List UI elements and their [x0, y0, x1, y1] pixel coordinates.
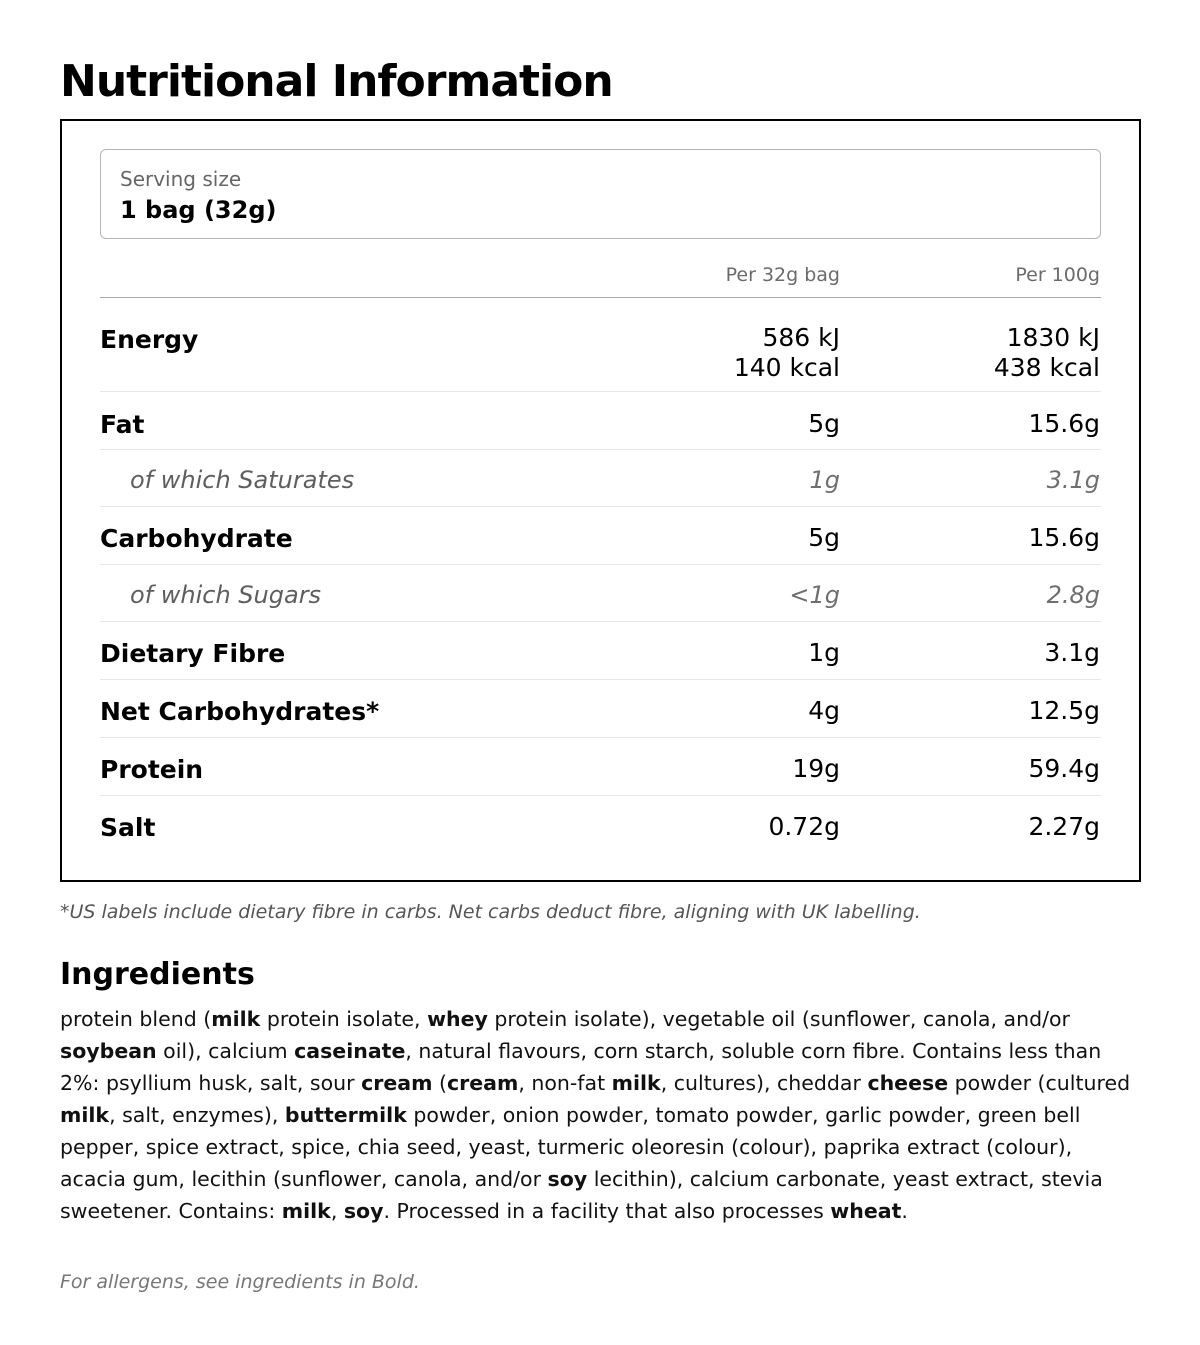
ingredient-text: , non-fat [518, 1071, 612, 1095]
nutrient-label: Protein [100, 755, 204, 784]
allergen-ingredient: soy [343, 1199, 384, 1223]
serving-size-label: Serving size [120, 167, 242, 191]
ingredient-text: powder, onion powder, tomato powder, garlic powder, green bell pepper, spice extract, spice, chia seed, yeast, turmeric oleoresin (colour), paprika extract (colour), acacia gum, lecithin (sunflower, canola, and/or [60, 1103, 1081, 1191]
nutrient-sublabel: of which Sugars [130, 581, 322, 609]
allergen-ingredient: soy [547, 1167, 588, 1191]
fat-per-bag: 5g [808, 409, 840, 438]
ingredient-text: oil), calcium [156, 1039, 295, 1063]
allergen-ingredient: milk [211, 1007, 261, 1031]
nutrient-row-carbohydrate [100, 507, 1101, 565]
ingredient-text: , natural flavours, corn starch, soluble corn fibre. Contains less than 2%: psyllium husk, salt, sour [60, 1039, 1102, 1095]
sugars-per-100g: 2.8g [1046, 581, 1100, 609]
nutrient-label: Energy [100, 325, 199, 354]
nutrient-row-dietary-fibre [100, 622, 1101, 680]
protein-per-bag: 19g [792, 754, 840, 783]
fibre-per-bag: 1g [808, 638, 840, 667]
nutrient-row-salt [100, 796, 1101, 854]
column-header-per-bag: Per 32g bag [725, 264, 840, 286]
energy-kj-per-bag: 586 kJ [762, 323, 840, 352]
fat-per-100g: 15.6g [1028, 409, 1100, 438]
nutrient-sublabel: of which Saturates [130, 466, 355, 494]
allergen-ingredient: caseinate [294, 1039, 406, 1063]
nutrient-label: Salt [100, 813, 156, 842]
protein-per-100g: 59.4g [1028, 754, 1100, 783]
nutrient-label: Fat [100, 410, 145, 439]
allergen-ingredient: buttermilk [284, 1103, 407, 1127]
saturates-per-bag: 1g [809, 466, 840, 494]
column-header-per-100g: Per 100g [1015, 264, 1100, 286]
ingredients-list [60, 1003, 1135, 1227]
nutrient-row-protein [100, 738, 1101, 796]
ingredient-text: protein isolate, [260, 1007, 428, 1031]
nutrient-label: Net Carbohydrates* [100, 697, 380, 726]
salt-per-100g: 2.27g [1028, 812, 1100, 841]
allergen-ingredient: milk [60, 1103, 110, 1127]
ingredients-heading: Ingredients [60, 957, 255, 992]
allergen-ingredient: cream [446, 1071, 519, 1095]
energy-kj-per-100g: 1830 kJ [1006, 323, 1100, 352]
ingredient-text: , cultures), cheddar [660, 1071, 868, 1095]
page-title: Nutritional Information [60, 56, 613, 107]
ingredient-text: . [901, 1199, 908, 1223]
ingredient-text: ( [432, 1071, 447, 1095]
energy-kcal-per-bag: 140 kcal [733, 353, 840, 382]
net-carbs-per-bag: 4g [808, 696, 840, 725]
salt-per-bag: 0.72g [768, 812, 840, 841]
nutrient-row-sugars [100, 565, 1101, 622]
allergen-ingredient: milk [281, 1199, 331, 1223]
energy-kcal-per-100g: 438 kcal [993, 353, 1100, 382]
serving-size-value: 1 bag (32g) [120, 196, 277, 224]
ingredient-text: lecithin), calcium carbonate, yeast extract, stevia sweetener. Contains: [60, 1167, 1103, 1223]
net-carbs-footnote: *US labels include dietary fibre in carbs. Net carbs deduct fibre, aligning with UK labelling. [60, 901, 921, 923]
allergen-ingredient: whey [427, 1007, 488, 1031]
ingredient-text: protein blend ( [60, 1007, 212, 1031]
fibre-per-100g: 3.1g [1044, 638, 1100, 667]
allergen-ingredient: cream [361, 1071, 433, 1095]
carbohydrate-per-100g: 15.6g [1028, 523, 1100, 552]
allergen-ingredient: wheat [830, 1199, 902, 1223]
ingredient-text: protein isolate), vegetable oil (sunflower, canola, and/or [487, 1007, 1070, 1031]
nutrient-label: Carbohydrate [100, 524, 293, 553]
carbohydrate-per-bag: 5g [808, 523, 840, 552]
net-carbs-per-100g: 12.5g [1028, 696, 1100, 725]
nutrient-row-fat [100, 392, 1101, 450]
sugars-per-bag: <1g [789, 581, 840, 609]
nutrient-row-saturates [100, 450, 1101, 507]
allergen-ingredient: soybean [60, 1039, 157, 1063]
ingredient-text: powder (cultured [948, 1071, 1131, 1095]
nutrient-row-net-carbohydrates [100, 680, 1101, 738]
saturates-per-100g: 3.1g [1046, 466, 1100, 494]
allergen-note: For allergens, see ingredients in Bold. [60, 1271, 420, 1293]
allergen-ingredient: milk [611, 1071, 661, 1095]
nutrition-panel [60, 119, 1141, 882]
serving-size-box [100, 149, 1101, 239]
nutrient-label: Dietary Fibre [100, 639, 286, 668]
ingredient-text: , [330, 1199, 344, 1223]
ingredient-text: , salt, enzymes), [109, 1103, 285, 1127]
ingredient-text: . Processed in a facility that also processes [383, 1199, 831, 1223]
nutrient-row-energy [100, 298, 1101, 392]
allergen-ingredient: cheese [867, 1071, 949, 1095]
